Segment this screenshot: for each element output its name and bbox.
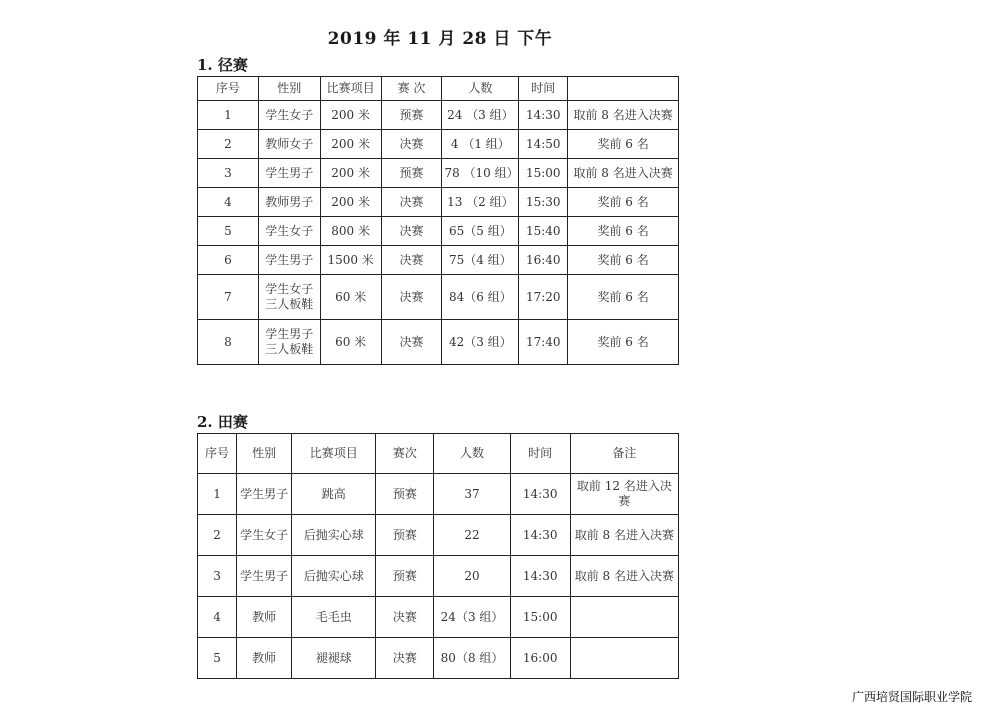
- table-row: [198, 188, 679, 217]
- cell-group: 学生女子三人板鞋: [258, 275, 320, 320]
- cell-round: 决赛: [381, 188, 442, 217]
- col-header-event: 比赛项目: [320, 77, 381, 101]
- cell-group: 学生男子: [237, 474, 292, 515]
- cell-group: 教师: [237, 597, 292, 638]
- field-schedule-table: [197, 433, 679, 679]
- cell-no: 3: [198, 159, 259, 188]
- col-header-no: 序号: [198, 77, 259, 101]
- cell-note: 取前 8 名进入决赛: [568, 159, 679, 188]
- cell-count: 24（3 组）: [434, 597, 510, 638]
- cell-no: 2: [198, 130, 259, 159]
- cell-group: 教师男子: [258, 188, 320, 217]
- cell-group: 教师女子: [258, 130, 320, 159]
- cell-no: 2: [198, 515, 237, 556]
- cell-round: 预赛: [376, 474, 434, 515]
- cell-event: 200 米: [320, 188, 381, 217]
- cell-no: 6: [198, 246, 259, 275]
- col-header-group: 性别: [258, 77, 320, 101]
- table-header-row: [198, 434, 679, 474]
- cell-note: 奖前 6 名: [568, 246, 679, 275]
- cell-note: 取前 12 名进入决赛: [570, 474, 678, 515]
- cell-count: 22: [434, 515, 510, 556]
- cell-event: 800 米: [320, 217, 381, 246]
- col-header-round: 赛次: [376, 434, 434, 474]
- field-section-heading: 2. 田赛: [197, 413, 248, 431]
- source-watermark: 广西培贤国际职业学院: [851, 690, 972, 704]
- cell-event: 跳高: [292, 474, 376, 515]
- cell-group: 学生女子: [258, 217, 320, 246]
- table-header-row: [198, 77, 679, 101]
- cell-note: 取前 8 名进入决赛: [570, 515, 678, 556]
- col-header-count: 人数: [434, 434, 510, 474]
- cell-event: 后抛实心球: [292, 556, 376, 597]
- cell-group: 学生男子: [237, 556, 292, 597]
- cell-time: 15:00: [510, 597, 570, 638]
- cell-event: 200 米: [320, 101, 381, 130]
- cell-round: 决赛: [381, 320, 442, 365]
- col-header-note: [568, 77, 679, 101]
- cell-no: 4: [198, 188, 259, 217]
- cell-event: 后抛实心球: [292, 515, 376, 556]
- cell-event: 200 米: [320, 159, 381, 188]
- cell-event: 60 米: [320, 320, 381, 365]
- cell-round: 决赛: [381, 217, 442, 246]
- table-row: [198, 320, 679, 365]
- cell-note: 取前 8 名进入决赛: [570, 556, 678, 597]
- cell-event: 褪褪球: [292, 638, 376, 679]
- cell-group: 学生男子三人板鞋: [258, 320, 320, 365]
- col-header-no: 序号: [198, 434, 237, 474]
- cell-no: 5: [198, 638, 237, 679]
- cell-time: 14:50: [519, 130, 568, 159]
- table-row: [198, 217, 679, 246]
- col-header-time: 时间: [510, 434, 570, 474]
- cell-time: 15:30: [519, 188, 568, 217]
- cell-round: 预赛: [376, 515, 434, 556]
- cell-event: 60 米: [320, 275, 381, 320]
- cell-group: 教师: [237, 638, 292, 679]
- cell-note: [570, 638, 678, 679]
- cell-count: 65（5 组）: [442, 217, 519, 246]
- cell-count: 42（3 组）: [442, 320, 519, 365]
- col-header-note: 备注: [570, 434, 678, 474]
- cell-time: 16:40: [519, 246, 568, 275]
- col-header-event: 比赛项目: [292, 434, 376, 474]
- cell-note: 奖前 6 名: [568, 320, 679, 365]
- cell-note: 奖前 6 名: [568, 188, 679, 217]
- col-header-time: 时间: [519, 77, 568, 101]
- cell-round: 预赛: [381, 101, 442, 130]
- track-schedule-table: [197, 76, 679, 365]
- col-header-round: 赛 次: [381, 77, 442, 101]
- cell-time: 16:00: [510, 638, 570, 679]
- cell-time: 17:40: [519, 320, 568, 365]
- cell-round: 决赛: [376, 597, 434, 638]
- cell-time: 14:30: [510, 556, 570, 597]
- cell-round: 预赛: [381, 159, 442, 188]
- cell-time: 14:30: [510, 515, 570, 556]
- cell-group: 学生女子: [237, 515, 292, 556]
- cell-count: 20: [434, 556, 510, 597]
- cell-time: 15:00: [519, 159, 568, 188]
- cell-no: 1: [198, 474, 237, 515]
- cell-no: 4: [198, 597, 237, 638]
- cell-round: 决赛: [381, 275, 442, 320]
- cell-event: 1500 米: [320, 246, 381, 275]
- cell-count: 75（4 组）: [442, 246, 519, 275]
- cell-no: 8: [198, 320, 259, 365]
- cell-note: [570, 597, 678, 638]
- cell-round: 决赛: [381, 130, 442, 159]
- cell-no: 3: [198, 556, 237, 597]
- cell-event: 200 米: [320, 130, 381, 159]
- cell-group: 学生女子: [258, 101, 320, 130]
- cell-note: 奖前 6 名: [568, 130, 679, 159]
- table-row: [198, 246, 679, 275]
- cell-round: 预赛: [376, 556, 434, 597]
- cell-no: 7: [198, 275, 259, 320]
- cell-time: 17:20: [519, 275, 568, 320]
- cell-count: 24 （3 组）: [442, 101, 519, 130]
- cell-count: 4 （1 组）: [442, 130, 519, 159]
- page-title: 2019 年 11 月 28 日 下午: [327, 29, 553, 49]
- table-row: [198, 515, 679, 556]
- cell-count: 80（8 组）: [434, 638, 510, 679]
- table-row: [198, 101, 679, 130]
- cell-no: 5: [198, 217, 259, 246]
- track-section-heading: 1. 径赛: [197, 56, 248, 74]
- table-row: [198, 474, 679, 515]
- cell-event: 毛毛虫: [292, 597, 376, 638]
- cell-group: 学生男子: [258, 159, 320, 188]
- col-header-count: 人数: [442, 77, 519, 101]
- cell-time: 15:40: [519, 217, 568, 246]
- table-row: [198, 597, 679, 638]
- cell-count: 84（6 组）: [442, 275, 519, 320]
- cell-time: 14:30: [519, 101, 568, 130]
- col-header-group: 性别: [237, 434, 292, 474]
- cell-time: 14:30: [510, 474, 570, 515]
- cell-count: 13 （2 组）: [442, 188, 519, 217]
- table-row: [198, 556, 679, 597]
- table-row: [198, 638, 679, 679]
- cell-note: 取前 8 名进入决赛: [568, 101, 679, 130]
- cell-no: 1: [198, 101, 259, 130]
- table-row: [198, 130, 679, 159]
- cell-note: 奖前 6 名: [568, 275, 679, 320]
- cell-count: 37: [434, 474, 510, 515]
- cell-round: 决赛: [376, 638, 434, 679]
- cell-group: 学生男子: [258, 246, 320, 275]
- cell-note: 奖前 6 名: [568, 217, 679, 246]
- table-row: [198, 159, 679, 188]
- cell-count: 78 （10 组）: [442, 159, 519, 188]
- cell-round: 决赛: [381, 246, 442, 275]
- table-row: [198, 275, 679, 320]
